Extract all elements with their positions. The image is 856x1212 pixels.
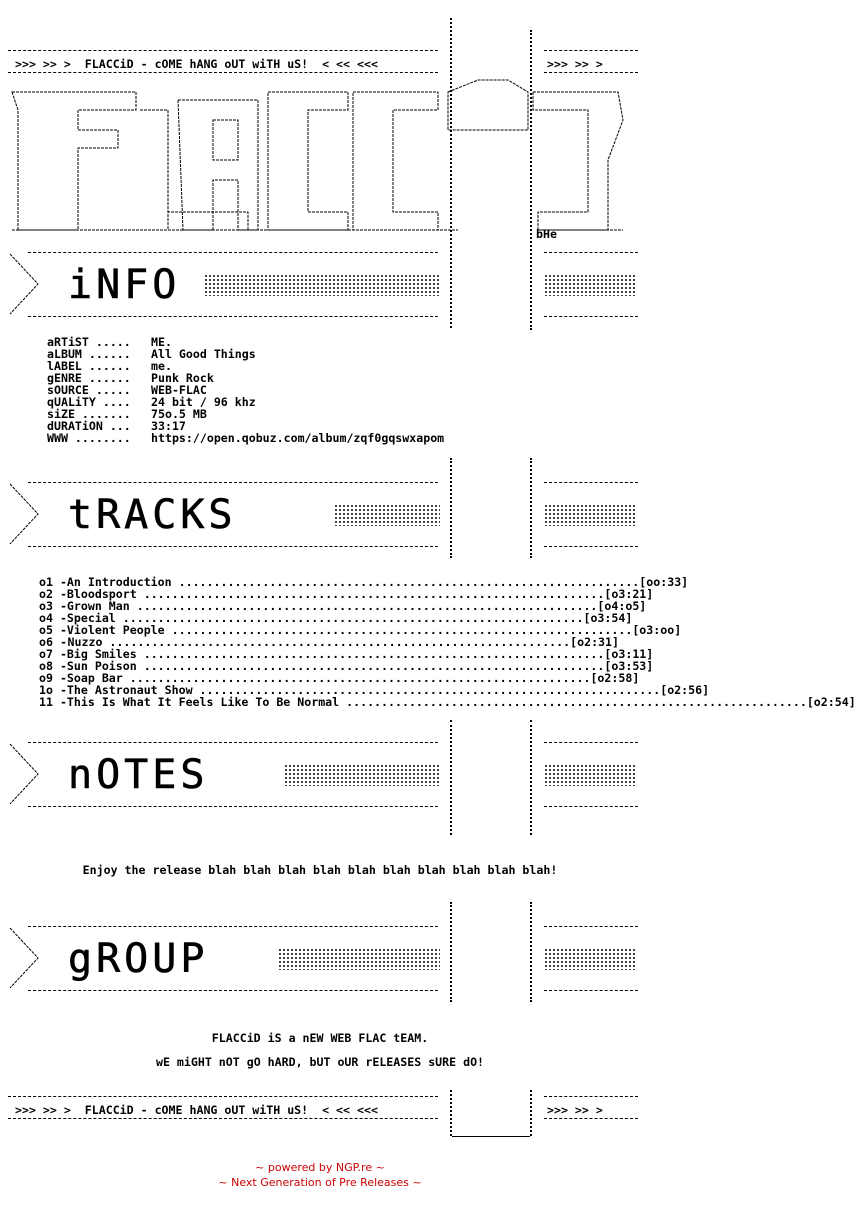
dot-fill-right [544,504,636,526]
flaccid-logo-icon [8,80,632,240]
notes-text: Enjoy the release blah blah blah blah blah blah blah blah blah blah! [82,863,558,877]
info-row-www: WWW ........ https://open.qobuz.com/album/zqf0gqswxapom [47,431,445,445]
bottom-right-rail [530,1090,532,1136]
footer-line-2: ~ Next Generation of Pre Releases ~ [218,1176,422,1189]
section-notes-title: nOTES [68,752,209,798]
album-link[interactable]: https://open.qobuz.com/album/zqf0gqswxapom [151,431,445,445]
section-tracks-header [8,474,638,554]
group-line-1: FLACCiD iS a nEW WEB FLAC tEAM. [211,1031,429,1045]
track-row: o8 - Sun Poison .................................................................. [o3:53] [39,659,654,673]
bottom-box-line [452,1136,530,1137]
track-row: o5 - Violent People .................................................................. [o3:oo] [39,623,682,637]
banner-text-bottom: >>> >> > FLACCiD - cOME hANG oUT wiTH uS! < << <<< [8,1103,385,1117]
dot-fill-right [544,948,636,970]
info-row-album: aLBUM ...... All Good Things [47,347,256,361]
logo-art [8,80,632,240]
dot-fill [204,274,440,296]
track-row: o3 - Grown Man .................................................................. [o4:o5] [39,599,647,613]
chevron-right-icon [8,244,48,324]
info-row-source: sOURCE ..... WEB-FLAC [47,383,207,397]
track-row: 11 - This Is What It Feels Like To Be Normal .................................................................. [o2:54] [39,695,856,709]
section-notes-header [8,734,638,814]
chevron-right-icon [8,734,48,814]
info-row-artist: aRTiST ..... ME. [47,335,172,349]
logo-tag: bHe [536,227,557,241]
track-list [39,575,856,709]
track-row: o9 - Soap Bar .................................................................. [o2:58] [39,671,640,685]
section-info-header [8,244,638,324]
section-info-title: iNFO [68,262,181,308]
section-tracks-title: tRACKS [68,492,237,538]
section-group-header [8,918,638,998]
banner-text: >>> >> > FLACCiD - cOME hANG oUT wiTH uS! < << <<< [8,57,385,71]
info-row-duration: dURATiON ... 33:17 [47,419,186,433]
track-row: o2 - Bloodsport .................................................................. [o3:21] [39,587,654,601]
bottom-left-rail [450,1090,452,1136]
track-row: 1o - The Astronaut Show .................................................................. [o2:56] [39,683,710,697]
top-banner [8,50,638,80]
track-row: o1 - An Introduction .................................................................. [oo:33] [39,575,689,589]
footer-line-1: ~ powered by NGP.re ~ [255,1161,385,1174]
group-line-2: wE miGHT nOT gO hARD, bUT oUR rELEASES sURE dO! [155,1055,485,1069]
chevron-right-icon [8,918,48,998]
info-row-genre: gENRE ...... Punk Rock [47,371,214,385]
info-row-quality: qUALiTY .... 24 bit / 96 khz [47,395,256,409]
banner-right-text: >>> >> > [540,57,603,71]
dot-fill [284,764,440,786]
dot-fill-right [544,274,636,296]
dot-fill [278,948,440,970]
track-row: o7 - Big Smiles .................................................................. [o3:11] [39,647,654,661]
dot-fill [334,504,440,526]
track-row: o6 - Nuzzo .................................................................. [o2:31] [39,635,619,649]
info-row-label: lABEL ...... me. [47,359,172,373]
banner-right-text-bottom: >>> >> > [540,1103,603,1117]
info-list [47,336,444,444]
section-group-title: gROUP [68,936,209,982]
track-row: o4 - Special .................................................................. [o3:54] [39,611,633,625]
dot-fill-right [544,764,636,786]
chevron-right-icon [8,474,48,554]
bottom-banner [8,1096,638,1126]
info-row-size: siZE ....... 75o.5 MB [47,407,207,421]
